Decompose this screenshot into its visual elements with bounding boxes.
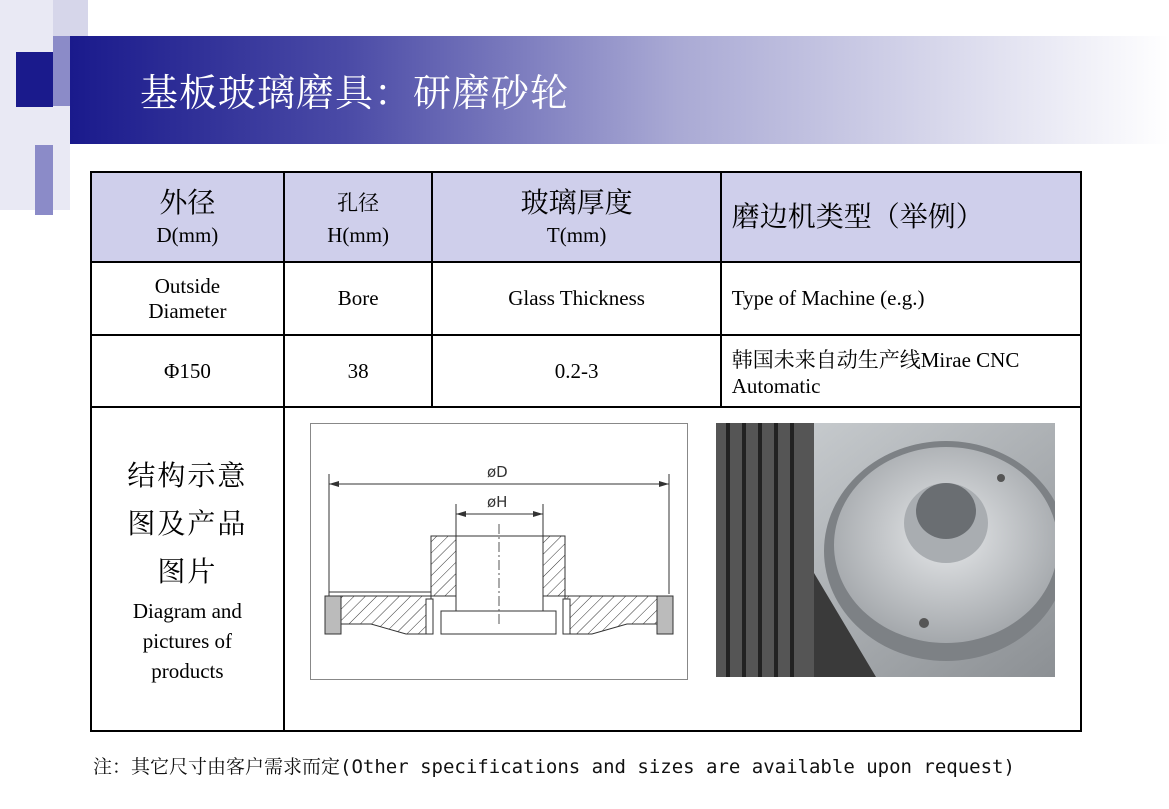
cell-glass-thickness: Glass Thickness [432,262,720,335]
decor-square [35,145,53,215]
drawing-label-inner: øH [486,493,508,511]
header-row [91,172,1081,262]
cell-bore-value: 38 [284,335,433,407]
product-photo [716,423,1055,677]
diagram-label-cn: 图及产品 [127,507,248,540]
header-cn: 外径 [159,186,216,219]
value-row [91,335,1081,407]
cell-bore: Bore [284,262,433,335]
decor-square [16,52,53,107]
footnote: 注：其它尺寸由客户需求而定(Other specifications and sizes are available upon request) [93,756,1015,778]
header-cn: 孔径 [337,191,380,215]
diagram-label-cn: 结构示意 [127,459,248,492]
header-cn: 玻璃厚度 [520,186,633,219]
diagram-label-cn: 图片 [157,555,218,588]
header-cell-diameter [91,172,284,262]
header-en: T(mm) [546,223,607,247]
header-cell-thickness [432,172,720,262]
english-row [91,262,1081,335]
cell-machine-type: Type of Machine (e.g.) [721,262,1081,335]
diagram-label-en: Diagram and pictures of products [132,599,242,683]
cell-machine-value: 韩国未来自动生产线Mirae CNC Automatic [721,335,1081,407]
header-en: D(mm) [156,223,219,247]
header-en: H(mm) [327,223,390,247]
diagram-row [91,407,1081,731]
header-cn: 磨边机类型（举例） [731,200,984,233]
cross-section-drawing [310,423,688,680]
cell-diameter-value: Φ150 [91,335,284,407]
diagram-label-cell [91,407,284,731]
header-cell-bore [284,172,433,262]
decor-square [53,36,70,106]
spec-table [90,171,1082,732]
drawing-label-outer: øD [486,463,508,481]
header-cell-machine [721,172,1081,262]
cell-outside-diameter: Outside Diameter [91,262,284,335]
image-cell [284,407,1081,731]
decor-square [53,0,88,36]
cell-thickness-value: 0.2-3 [432,335,720,407]
page-title: 基板玻璃磨具：研磨砂轮 [140,71,570,115]
